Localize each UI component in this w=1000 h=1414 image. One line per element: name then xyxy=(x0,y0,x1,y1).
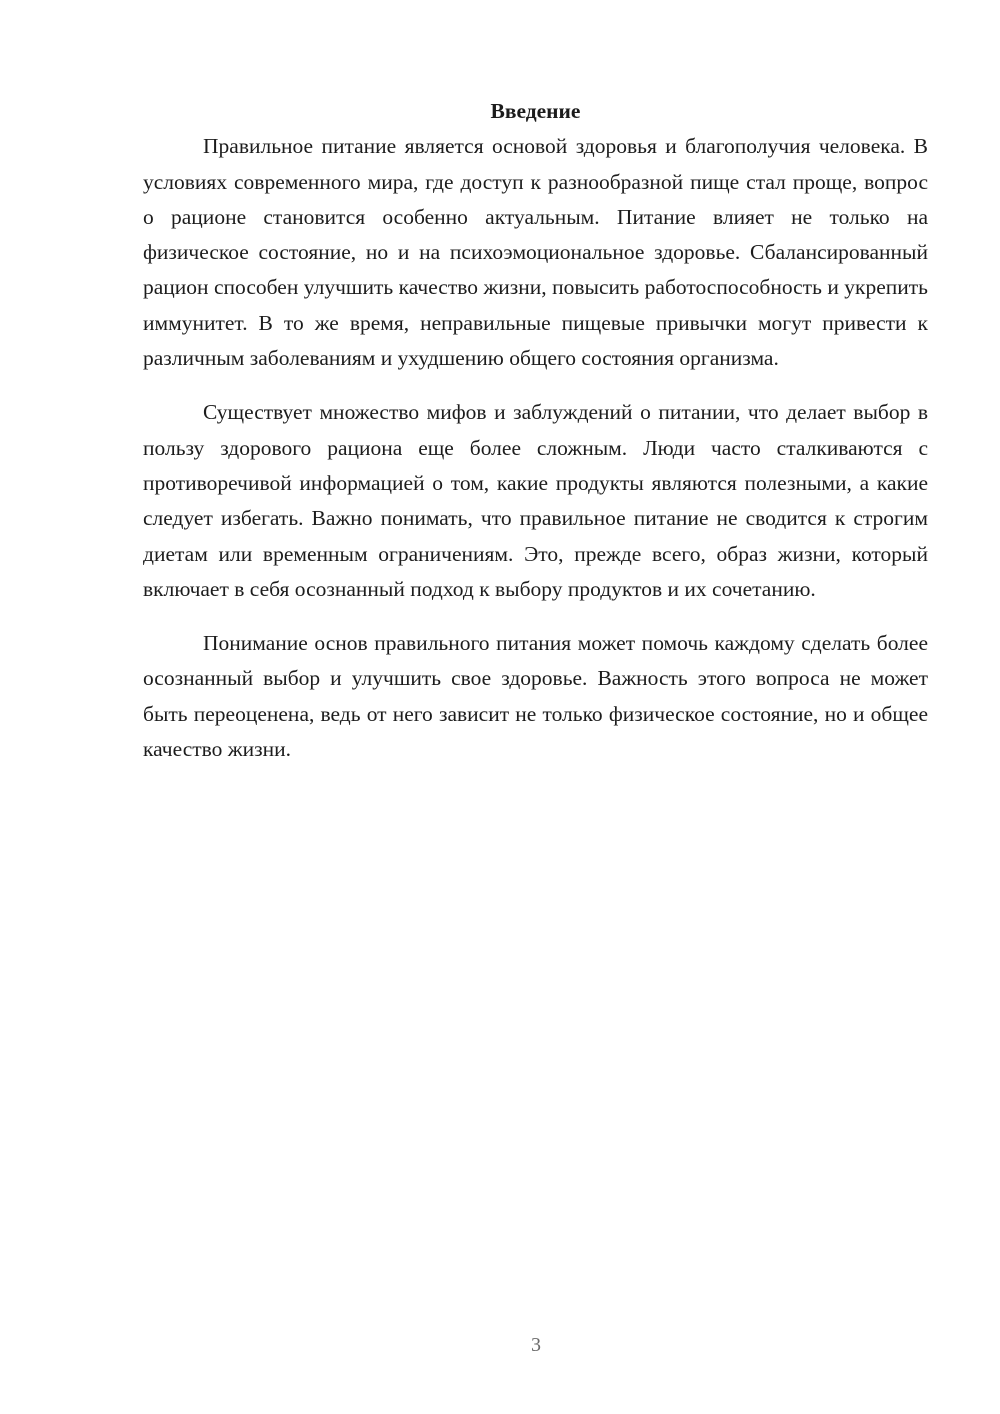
paragraph-2: Существует множество мифов и заблуждений о питании, что делает выбор в пользу здорового рациона еще более сложным. Люди часто сталкиваются с противоречивой информацией о том, какие продукты являются полезными, а какие следует избегать. Важно понимать, что правильное питание не сводится к строгим диетам или временным ограничениям. Это, прежде всего, образ жизни, который включает в себя осознанный подход к выбору продуктов и их сочетанию. xyxy=(143,400,928,601)
page-number: 3 xyxy=(531,1334,541,1356)
page-content xyxy=(143,94,928,786)
paragraph-3: Понимание основ правильного питания может помочь каждому сделать более осознанный выбор и улучшить свое здоровье. Важность этого вопроса не может быть переоценена, ведь от него зависит не только физическое состояние, но и общее качество жизни. xyxy=(143,631,928,762)
paragraph-1: Правильное питание является основой здоровья и благополучия человека. В условиях современного мира, где доступ к разнообразной пище стал проще, вопрос о рационе становится особенно актуальным. Питание влияет не только на физическое состояние, но и на психоэмоциональное здоровье. Сбалансированный рацион способен улучшить качество жизни, повысить работоспособность и укрепить иммунитет. В то же время, неправильные пищевые привычки могут привести к различным заболеваниям и ухудшению общего состояния организма. xyxy=(143,134,928,371)
section-heading: Введение xyxy=(490,99,581,123)
